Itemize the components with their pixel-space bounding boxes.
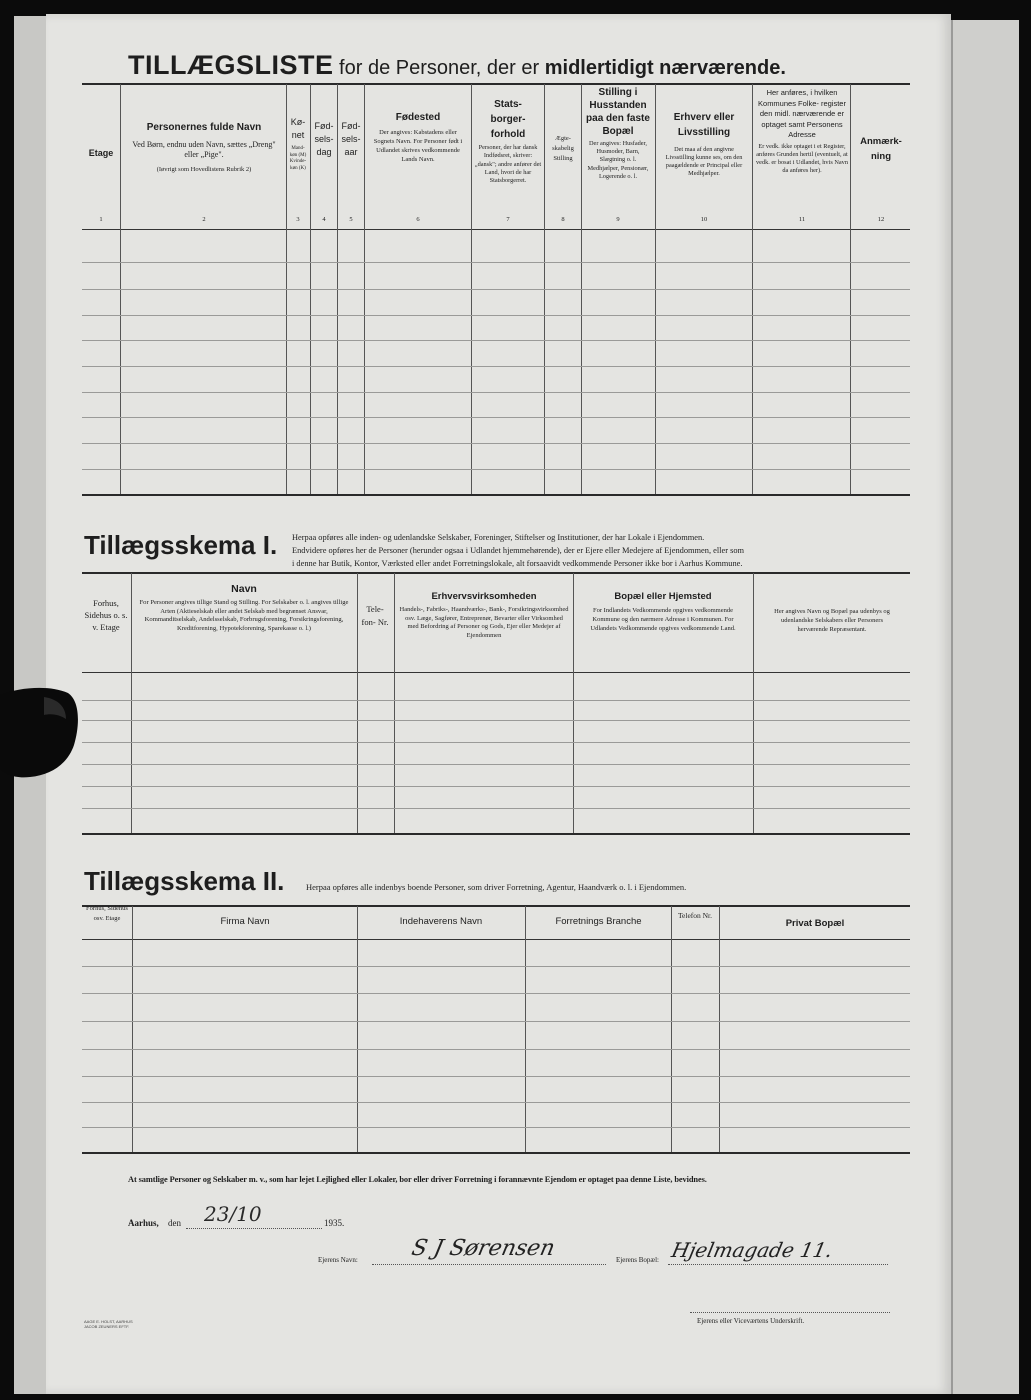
list-col-folkeregister: Her anføres, i hvilken Kommunes Folke- register den midl. nærværende er optaget samt Personens Adresse Er vedk. ikke optaget i et Register, anføres Grunden hertil (eventuelt, at vedk. er bosat i Udlandet, hvis Navn da anføres her). (756, 88, 848, 175)
city-label: Aarhus, (128, 1218, 159, 1228)
skema2-header-rule (82, 939, 910, 940)
skema1-col-etage: Forhus, Sidehus o. s. v. Etage (84, 598, 128, 632)
list-col-fodselsdag: Fød- sels- dag (314, 121, 334, 157)
finger-shadow-icon (0, 685, 80, 780)
skema1-bottom-rule (82, 833, 910, 835)
year-label: 1935. (324, 1218, 345, 1228)
list-bottom-rule (82, 494, 910, 496)
list-col-fodselsaar: Fød- sels- aar (341, 121, 361, 157)
list-col-navn: Personernes fulde Navn Ved Børn, endnu uden Navn, sættes „Dreng" eller „Pige". (Iøvrigt som Hovedlistens Rubrik 2) (132, 122, 276, 173)
list-colnum-2: 2 (202, 216, 206, 223)
list-title-big: TILLÆGSLISTE (128, 50, 334, 80)
skema1-description (292, 531, 912, 570)
skema1-col-erhverv: Erhvervsvirksomheden Handels-, Fabriks-, Haandværks-, Bank-, Forsikringsvirksomhed osv. Læge, Sagfører, Entreprenør, Bevarter eller Virksomhed med Befordring af Personer og Gods, Ejer eller Medejer af Ejendommen (399, 591, 569, 639)
skema1-desc-line3: i denne har Butik, Kontor, Værksted eller andet Forretningslokale, alt forsaavidt vedkommende Personer ikke bor i Aarhus Kommune. (292, 559, 743, 568)
date-line (186, 1228, 322, 1229)
skema1-col-bopael: Bopæl eller Hjemsted For Indlandets Vedkommende opgives vedkommende Kommune og den nærmere Adresse i Kommunen. For Udlandets Vedkommende opgives vedkommende Land. (590, 591, 736, 632)
skema1-col-navn: Navn For Personer angives tillige Stand og Stilling. For Selskaber o. l. angives tillige Arten (Aktieselskab eller andet Selskab med begrænset Ansvar, Kommanditselskab, Andelsselskab, Forbrugsforening, Forsikringsforening, Kreditforening, Hypotekforening, Sparekasse o. l.) (139, 583, 349, 632)
certification-text: At samtlige Personer og Selskaber m. v., som har lejet Lejlighed eller Lokaler, bor eller driver Forretning i forannævnte Ejendom er optaget paa denne Liste, bevidnes. (128, 1175, 707, 1184)
list-colnum-4: 4 (322, 216, 326, 223)
date-handwritten: 23/10 (204, 1202, 262, 1226)
skema1-title: Tillægsskema I. (84, 530, 278, 560)
list-col-aegteskab: Ægte- skabelig Stilling (552, 135, 574, 162)
list-title-end: midlertidigt nærværende. (544, 57, 786, 79)
skema1-desc-line2: Endvidere opføres her de Personer (herunder ogsaa i Udlandet hjemmehørende), der er Ejere eller Medejere af Ejendommen, eller som (292, 546, 745, 555)
list-colnum-11: 11 (798, 216, 806, 223)
skema2-col-privat-bopael: Privat Bopæl (785, 918, 845, 929)
skema2-bottom-rule (82, 1152, 910, 1154)
list-colnum-7: 7 (506, 216, 510, 223)
list-title-mid: for de Personer, der er (333, 57, 545, 79)
list-colnum-6: 6 (416, 216, 420, 223)
list-col-erhverv: Erhverv eller Livsstilling Det maa af den angivne Livsstilling kunne ses, om den paagældende er Principal eller Medhjælper. (665, 112, 743, 177)
owner-name-line (372, 1264, 606, 1265)
list-colnum-12: 12 (877, 216, 885, 223)
skema2-col-etage: Forhus, Sidehus osv. Etage (86, 905, 128, 922)
list-col-statsborger: Stats- borger- forhold Personer, der har dansk Indfødsret, skriver: „dansk"; andre anfører det Land, hvori de har Statsborgerret. (474, 99, 542, 185)
skema2-col-indehaver: Indehaverens Navn (399, 916, 483, 927)
skema1-header-rule (82, 672, 910, 673)
list-colnum-1: 1 (99, 216, 103, 223)
den-label: den (168, 1218, 181, 1228)
owner-name-label: Ejerens Navn: (318, 1256, 358, 1264)
signature-label: Ejerens eller Viceværtens Underskrift. (697, 1317, 805, 1325)
list-colnum-10: 10 (700, 216, 708, 223)
list-col-kon: Kø- net Mand- køn (M) Kvinde- køn (K) (289, 117, 307, 171)
owner-signature: S J Sørensen (409, 1236, 558, 1261)
skema2-top-rule (82, 905, 910, 907)
printer-line-1: AAGE E. HOLST, AARHUS (84, 1319, 133, 1324)
skema2-col-telefon: Telefon Nr. (677, 911, 713, 920)
printer-line-2: JACOB ZEUNERS EFTF. (84, 1324, 130, 1329)
owner-address-label: Ejerens Bopæl: (616, 1256, 659, 1264)
list-top-rule (82, 83, 910, 85)
list-colnum-9: 9 (616, 216, 620, 223)
list-header-rule (82, 229, 910, 230)
list-col-fodested: Fødested Der angives: Kabstadens eller Sognets Navn. For Personer født i Udlandet skrives vedkommende Lands Navn. (373, 112, 463, 163)
skema1-col-telefon: Tele- fon- Nr. (361, 604, 389, 627)
list-title (128, 50, 888, 81)
owner-address-line (668, 1264, 888, 1265)
skema2-col-branche: Forretnings Branche (555, 916, 642, 927)
skema2-title: Tillægsskema II. (84, 866, 285, 896)
printer-imprint (84, 1319, 133, 1329)
list-colnum-8: 8 (561, 216, 565, 223)
list-colnum-5: 5 (349, 216, 353, 223)
skema2-description: Herpaa opføres alle indenbys boende Personer, som driver Forretning, Agentur, Haandværk o. l. i Ejendommen. (306, 882, 687, 892)
skema2-col-firma: Firma Navn (220, 916, 270, 927)
skema1-col-repraesentant: Her angives Navn og Bopæl paa udenbys og udenlandske Selskabers eller Personers herværende Repræsentant. (774, 608, 890, 633)
signature-line (690, 1312, 890, 1313)
list-col-etage: Etage (88, 148, 114, 158)
list-col-stilling: Stilling i Husstanden paa den faste Bopæl Der angives: Husfader, Husmoder, Barn, Slægtning o. l. Medhjælper, Pensionær, Logerende o. l. (586, 87, 650, 180)
list-colnum-3: 3 (296, 216, 300, 223)
list-col-numbers (0, 216, 1031, 228)
skema1-desc-line1: Herpaa opføres alle inden- og udenlandske Selskaber, Foreninger, Stiftelser og Institutioner, der har Lokale i Ejendommen. (292, 533, 705, 542)
owner-address-handwritten: Hjelmagade 11. (669, 1238, 835, 1262)
skema1-top-rule (82, 572, 910, 574)
list-col-anmaerkning: Anmærk- ning (860, 136, 902, 162)
